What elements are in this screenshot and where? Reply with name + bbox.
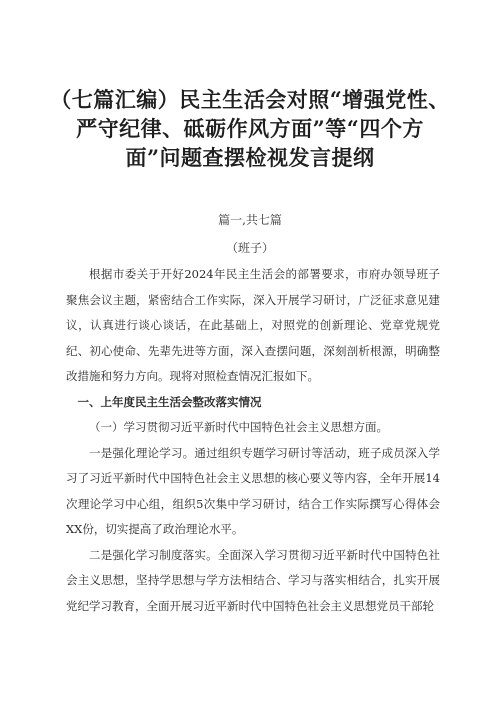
document-title: （七篇汇编）民主生活会对照“增强党性、严守纪律、砥砺作风方面”等“四个方面”问题查摆检视发言提纲 [50,87,450,170]
section-heading: 一、上年度民主生活会整改落实情况 [77,394,262,409]
paragraph-point-1: 一是强化理论学习。通过组织专题学习研讨等活动，班子成员深入学习了习近平新时代中国特色社会主义思想的核心要义等内容，全年开展14次理论学习中心组，组织5次集中学习研讨，结合工作实际撰写心得体会XX份，切实提高了政治理论水平。 [66,445,440,536]
paragraph-point-2: 二是强化学习制度落实。全面深入学习贯彻习近平新时代中国特色社会主义思想，坚持学思想与学方法相结合、学习与落实相结合，扎实开展党纪学习教育，全面开展习近平新时代中国特色社会主义思想党员干部轮 [66,547,440,613]
paragraph-intro: 根据市委关于开好2024年民主生活会的部署要求，市府办领导班子聚焦会议主题，紧密结合工作实际，深入开展学习研讨，广泛征求意见建议，认真进行谈心谈话，在此基础上，对照党的创新理论、党章党规党纪、初心使命、先辈先进等方面，深入查摆问题，深刻剖析根源，明确整改措施和努力方向。现将对照检查情况汇报如下。 [66,267,440,383]
document-subtitle: 篇一,共七篇 [218,213,282,227]
document-unit: （班子） [225,241,274,255]
subsection-heading: （一）学习贯彻习近平新时代中国特色社会主义思想方面。 [89,420,388,434]
document-body [66,262,440,619]
